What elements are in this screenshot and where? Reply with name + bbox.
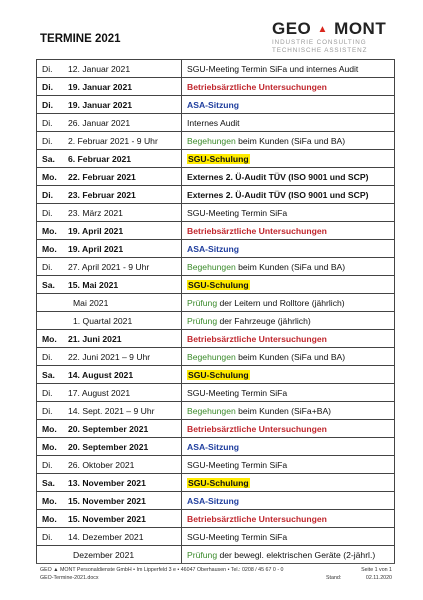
date-cell <box>37 546 182 564</box>
table-row <box>37 150 395 168</box>
table-row <box>37 258 395 276</box>
table-row <box>37 330 395 348</box>
event-cell <box>182 240 395 258</box>
event-cell <box>182 222 395 240</box>
event-text: SGU-Schulung <box>188 279 249 290</box>
table-row <box>37 132 395 150</box>
event-text: beim Kunden (SiFa+BA) <box>235 405 332 416</box>
event-text: Prüfung <box>187 315 218 326</box>
logo-wordmark <box>272 20 392 39</box>
event-text: ASA-Sitzung <box>187 441 240 452</box>
event-text: Begehungen <box>187 351 236 362</box>
event-text: beim Kunden (SiFa und BA) <box>235 261 346 272</box>
event-cell <box>182 78 395 96</box>
table-row <box>37 60 395 78</box>
weekday: Di. <box>42 63 53 74</box>
weekday: Di. <box>42 351 53 362</box>
date: 19. April 2021 <box>68 243 124 254</box>
event-text: SGU-Meeting Termin SiFa <box>187 531 288 542</box>
footer-company: GEO ▲ MONT Personaldienste GmbH • Im Lipperfeld 3 e • 46047 Oberhausen • Tel.: 0208 / 45 67 0 - 0 <box>40 567 284 573</box>
date: 23. Februar 2021 <box>68 189 136 200</box>
footer-stand-label: Stand: <box>326 575 342 581</box>
date: 20. September 2021 <box>68 441 149 452</box>
event-text: Betriebsärztliche Untersuchungen <box>187 333 327 344</box>
footer-divider <box>36 563 395 564</box>
date-cell <box>37 420 182 438</box>
event-text: Externes 2. Ü-Audit TÜV (ISO 9001 und SCP) <box>187 171 369 182</box>
date: 17. August 2021 <box>68 387 131 398</box>
event-cell <box>182 348 395 366</box>
date: Mai 2021 <box>73 297 109 308</box>
date: 14. Sept. 2021 – 9 Uhr <box>68 405 155 416</box>
event-text: SGU-Schulung <box>188 477 249 488</box>
table-row <box>37 402 395 420</box>
date-cell <box>37 276 182 294</box>
event-cell <box>182 132 395 150</box>
date-cell <box>37 312 182 330</box>
event-text: Betriebsärztliche Untersuchungen <box>187 81 327 92</box>
event-text: Prüfung <box>187 297 218 308</box>
event-cell <box>182 114 395 132</box>
date: 19. April 2021 <box>68 225 124 236</box>
date-cell <box>37 294 182 312</box>
table-row <box>37 114 395 132</box>
table-row <box>37 276 395 294</box>
date: 2. Februar 2021 - 9 Uhr <box>68 135 158 146</box>
date-cell <box>37 60 182 78</box>
event-text: der Leitern und Rolltore (jährlich) <box>217 297 345 308</box>
table-row <box>37 456 395 474</box>
date: 19. Januar 2021 <box>68 81 133 92</box>
date-cell <box>37 528 182 546</box>
date-cell <box>37 474 182 492</box>
company-logo <box>272 20 392 54</box>
date: 19. Januar 2021 <box>68 99 133 110</box>
event-text: der bewegl. elektrischen Geräte (2-jährl.) <box>217 549 376 560</box>
event-cell <box>182 510 395 528</box>
event-cell <box>182 60 395 78</box>
event-cell <box>182 474 395 492</box>
weekday: Di. <box>42 135 53 146</box>
weekday: Di. <box>42 99 53 110</box>
table-row <box>37 204 395 222</box>
event-cell <box>182 204 395 222</box>
event-text: SGU-Meeting Termin SiFa <box>187 459 288 470</box>
date-cell <box>37 132 182 150</box>
weekday: Mo. <box>42 243 57 254</box>
event-text: Externes 2. Ü-Audit TÜV (ISO 9001 und SCP) <box>187 189 369 200</box>
event-text: Begehungen <box>187 405 236 416</box>
weekday: Mo. <box>42 423 57 434</box>
footer-stand-date: 02.11.2020 <box>365 575 392 581</box>
table-row <box>37 168 395 186</box>
date-cell <box>37 330 182 348</box>
date-cell <box>37 114 182 132</box>
event-text: der Fahrzeuge (jährlich) <box>217 315 311 326</box>
weekday: Mo. <box>42 225 57 236</box>
table-row <box>37 384 395 402</box>
date: 20. September 2021 <box>68 423 149 434</box>
table-row <box>37 186 395 204</box>
event-text: Begehungen <box>187 135 236 146</box>
event-text: SGU-Schulung <box>188 153 249 164</box>
date: 15. November 2021 <box>68 495 146 506</box>
event-cell <box>182 150 395 168</box>
date-cell <box>37 168 182 186</box>
table-row <box>37 546 395 564</box>
weekday: Sa. <box>42 279 55 290</box>
date: 14. Dezember 2021 <box>68 531 144 542</box>
table-row <box>37 528 395 546</box>
schedule-table <box>36 59 395 564</box>
weekday: Di. <box>42 387 53 398</box>
date: 1. Quartal 2021 <box>73 315 133 326</box>
weekday: Di. <box>42 261 53 272</box>
table-row <box>37 240 395 258</box>
weekday: Di. <box>42 405 53 416</box>
event-text: beim Kunden (SiFa und BA) <box>235 135 346 146</box>
event-text: Prüfung <box>187 549 218 560</box>
event-cell <box>182 384 395 402</box>
date: 26. Oktober 2021 <box>68 459 135 470</box>
footer-filename: GEO-Termine-2021.docx <box>40 575 99 581</box>
weekday: Sa. <box>42 477 55 488</box>
weekday: Di. <box>42 531 53 542</box>
logo-triangle-icon: ▲ <box>317 24 328 35</box>
date: 6. Februar 2021 <box>68 153 132 164</box>
date-cell <box>37 384 182 402</box>
event-text: ASA-Sitzung <box>187 495 240 506</box>
event-text: ASA-Sitzung <box>187 243 240 254</box>
table-row <box>37 474 395 492</box>
weekday: Sa. <box>42 153 55 164</box>
event-cell <box>182 330 395 348</box>
event-cell <box>182 420 395 438</box>
event-text: Internes Audit <box>187 117 240 128</box>
date: Dezember 2021 <box>73 549 135 560</box>
event-text: SGU-Schulung <box>188 369 249 380</box>
date-cell <box>37 366 182 384</box>
event-cell <box>182 294 395 312</box>
event-cell <box>182 168 395 186</box>
event-text: Betriebsärztliche Untersuchungen <box>187 513 327 524</box>
date: 27. April 2021 - 9 Uhr <box>68 261 150 272</box>
date: 22. Februar 2021 <box>68 171 136 182</box>
date: 22. Juni 2021 – 9 Uhr <box>68 351 151 362</box>
event-cell <box>182 186 395 204</box>
date-cell <box>37 186 182 204</box>
table-row <box>37 420 395 438</box>
date-cell <box>37 240 182 258</box>
event-cell <box>182 528 395 546</box>
table-row <box>37 348 395 366</box>
table-row <box>37 78 395 96</box>
date: 15. Mai 2021 <box>68 279 119 290</box>
event-text: ASA-Sitzung <box>187 99 240 110</box>
event-cell <box>182 312 395 330</box>
event-cell <box>182 258 395 276</box>
event-cell <box>182 492 395 510</box>
event-text: Betriebsärztliche Untersuchungen <box>187 225 327 236</box>
weekday: Mo. <box>42 333 57 344</box>
date: 23. März 2021 <box>68 207 123 218</box>
event-text: beim Kunden (SiFa und BA) <box>235 351 346 362</box>
date-cell <box>37 438 182 456</box>
event-cell <box>182 438 395 456</box>
weekday: Mo. <box>42 171 57 182</box>
footer-page: Seite 1 von 1 <box>361 567 392 573</box>
weekday: Di. <box>42 189 53 200</box>
weekday: Di. <box>42 459 53 470</box>
logo-tagline-2: TECHNISCHE ASSISTENZ <box>272 46 368 54</box>
weekday: Di. <box>42 81 53 92</box>
date-cell <box>37 96 182 114</box>
table-row <box>37 510 395 528</box>
event-cell <box>182 546 395 564</box>
table-row <box>37 312 395 330</box>
event-cell <box>182 402 395 420</box>
date-cell <box>37 204 182 222</box>
weekday: Mo. <box>42 441 57 452</box>
page-title: TERMINE 2021 <box>40 33 121 45</box>
event-text: Betriebsärztliche Untersuchungen <box>187 423 327 434</box>
weekday: Mo. <box>42 495 57 506</box>
logo-left: GEO <box>272 19 312 38</box>
event-text: Begehungen <box>187 261 236 272</box>
date-cell <box>37 348 182 366</box>
table-row <box>37 294 395 312</box>
date: 12. Januar 2021 <box>68 63 131 74</box>
event-text: SGU-Meeting Termin SiFa und internes Audit <box>187 63 359 74</box>
date-cell <box>37 510 182 528</box>
event-cell <box>182 366 395 384</box>
date: 15. November 2021 <box>68 513 146 524</box>
logo-right: MONT <box>334 19 387 38</box>
table-row <box>37 222 395 240</box>
date-cell <box>37 258 182 276</box>
weekday: Di. <box>42 117 53 128</box>
event-cell <box>182 276 395 294</box>
table-row <box>37 366 395 384</box>
date: 21. Juni 2021 <box>68 333 122 344</box>
event-cell <box>182 456 395 474</box>
date-cell <box>37 456 182 474</box>
date: 26. Januar 2021 <box>68 117 131 128</box>
table-row <box>37 492 395 510</box>
weekday: Sa. <box>42 369 55 380</box>
logo-tagline-1: INDUSTRIE CONSULTING <box>272 39 367 46</box>
weekday: Mo. <box>42 513 57 524</box>
event-text: SGU-Meeting Termin SiFa <box>187 387 288 398</box>
date-cell <box>37 492 182 510</box>
date-cell <box>37 150 182 168</box>
date-cell <box>37 222 182 240</box>
table-row <box>37 96 395 114</box>
table-row <box>37 438 395 456</box>
event-cell <box>182 96 395 114</box>
date: 13. November 2021 <box>68 477 146 488</box>
date-cell <box>37 402 182 420</box>
event-text: SGU-Meeting Termin SiFa <box>187 207 288 218</box>
weekday: Di. <box>42 207 53 218</box>
footer <box>40 566 392 582</box>
date-cell <box>37 78 182 96</box>
date: 14. August 2021 <box>68 369 134 380</box>
